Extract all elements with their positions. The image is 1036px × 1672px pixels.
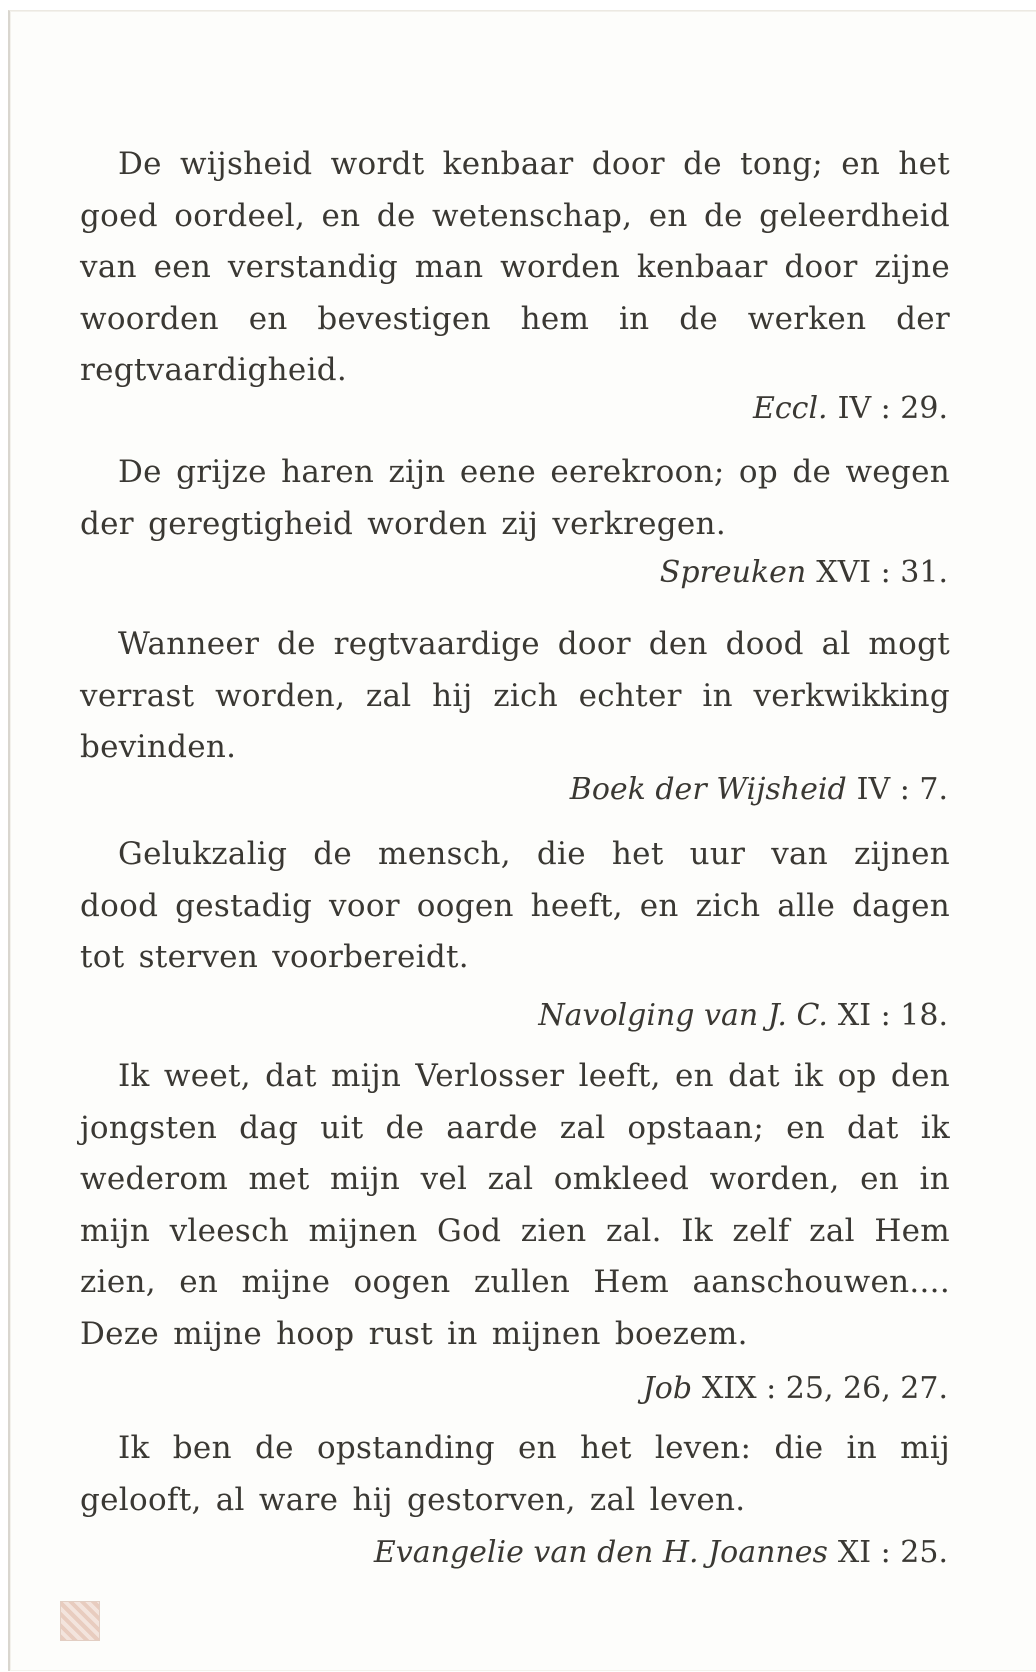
reference-4-verse: XI : 18. [837,998,948,1033]
reference-3-verse: IV : 7. [856,772,948,807]
passage-1: De wijsheid wordt kenbaar door de tong; en het goed oordeel, en de wetenschap, en de geleerdheid van een verstandig man worden kenbaar door zijne woorden en bevestigen hem in de werken der regtvaardigheid. [80,146,950,388]
reference-6-book: Evangelie van den H. Joannes [373,1535,828,1570]
reference-4-book: Navolging van J. C. [538,998,828,1033]
reference-1-verse: IV : 29. [837,391,948,426]
reference-3-book: Boek der Wijsheid [569,772,847,807]
reference-6 [78,1533,950,1573]
passage-3: Wanneer de regtvaardige door den dood al mogt verrast worden, zal hij zich echter in verkwikking bevinden. [80,626,950,765]
reference-3 [78,770,950,810]
prayer-card [8,10,1036,1671]
reference-5-book: Job [642,1371,693,1406]
reference-1-book: Eccl. [752,391,828,426]
reference-5-verse: XIX : 25, 26, 27. [702,1371,948,1406]
passage-4: Gelukzalig de mensch, die het uur van zijnen dood gestadig voor oogen heeft, en zich alle dagen tot sterven voorbereidt. [80,836,950,975]
reference-1 [78,389,950,429]
reference-5 [78,1369,950,1409]
reference-4 [78,996,950,1036]
passage-6: Ik ben de opstanding en het leven: die in mij gelooft, al ware hij gestorven, zal leven. [80,1430,950,1518]
reference-2 [78,553,950,593]
reference-2-verse: XVI : 31. [816,555,948,590]
passage-2: De grijze haren zijn eene eerekroon; op de wegen der geregtigheid worden zij verkregen. [80,454,950,542]
passage-5: Ik weet, dat mijn Verlosser leeft, en dat ik op den jongsten dag uit de aarde zal opstaan; en dat ik wederom met mijn vel zal omkleed worden, en in mijn vleesch mijnen God zien zal. Ik zelf zal Hem zien, en mijne oogen zullen Hem aanschouwen.... Deze mijne hoop rust in mijnen boezem. [80,1058,950,1352]
reference-6-verse: XI : 25. [837,1535,948,1570]
reference-2-book: Spreuken [659,555,807,590]
printer-mark-icon [60,1601,100,1641]
